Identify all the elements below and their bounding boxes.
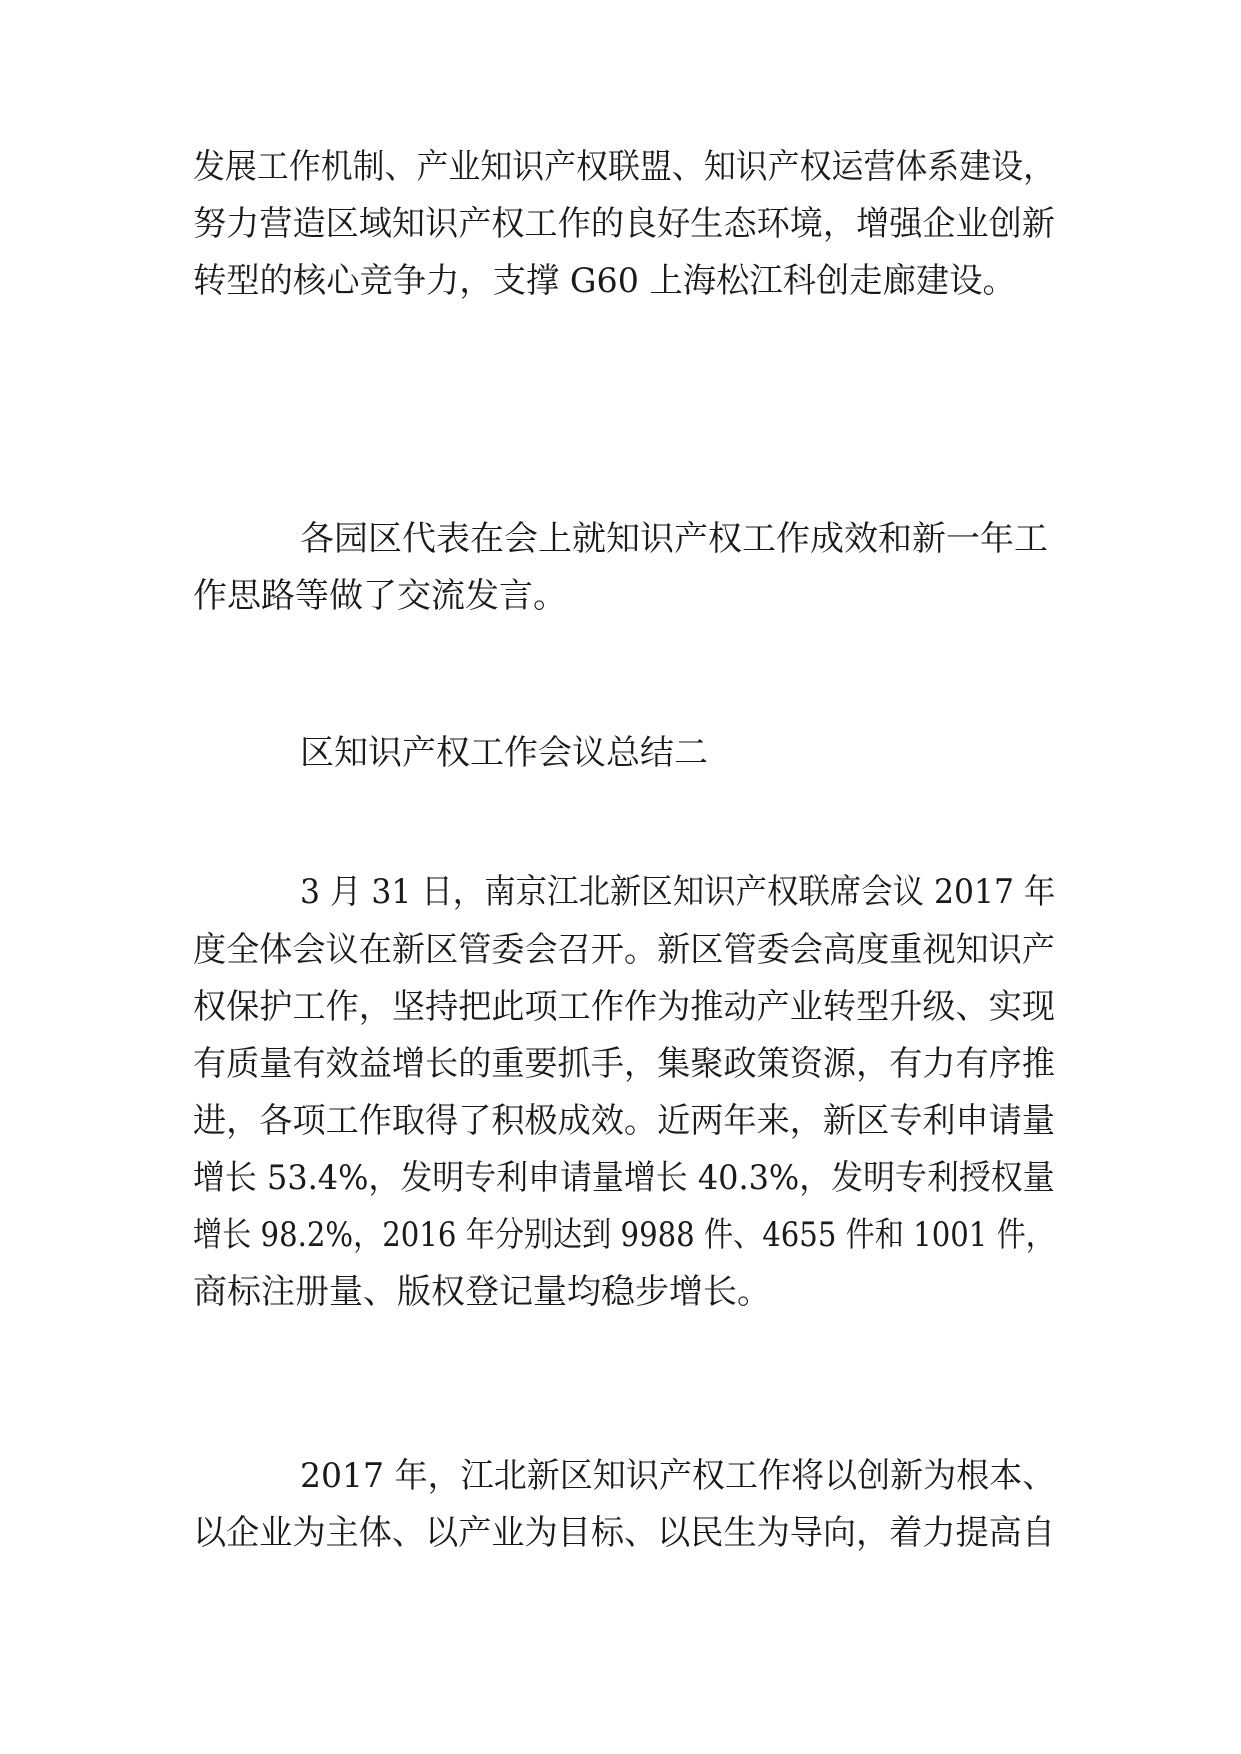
paragraph-1-line-3: 转型的核心竞争力，支撑 G60 上海松江科创走廊建设。 [193, 261, 1016, 301]
paragraph-4-line-2: 以企业为主体、以产业为目标、以民生为导向，着力提高自 [193, 1513, 1055, 1553]
paragraph-1-line-2: 努力营造区域知识产权工作的良好生态环境，增强企业创新 [193, 204, 1055, 244]
paragraph-3-line-7: 增长 98.2%，2016 年分别达到 9988 件、4655 件和 1001 件， [193, 1215, 1055, 1255]
paragraph-4-line-1: 2017 年，江北新区知识产权工作将以创新为根本、 [300, 1456, 1056, 1496]
paragraph-2-line-2: 作思路等做了交流发言。 [193, 576, 567, 616]
paragraph-2-line-1: 各园区代表在会上就知识产权工作成效和新一年工 [300, 519, 1048, 559]
paragraph-3-line-1: 3 月 31 日，南京江北新区知识产权联席会议 2017 年 [300, 872, 1056, 912]
paragraph-3-line-5: 进，各项工作取得了积极成效。近两年来，新区专利申请量 [193, 1101, 1055, 1141]
paragraph-3-line-2: 度全体会议在新区管委会召开。新区管委会高度重视知识产 [193, 930, 1055, 970]
section-heading: 区知识产权工作会议总结二 [300, 733, 708, 773]
paragraph-3-line-8: 商标注册量、版权登记量均稳步增长。 [193, 1272, 771, 1312]
paragraph-3-line-6: 增长 53.4%，发明专利申请量增长 40.3%，发明专利授权量 [193, 1158, 1055, 1198]
paragraph-3-line-3: 权保护工作，坚持把此项工作作为推动产业转型升级、实现 [193, 987, 1055, 1027]
paragraph-1-line-1: 发展工作机制、产业知识产权联盟、知识产权运营体系建设， [193, 147, 1056, 187]
paragraph-3-line-4: 有质量有效益增长的重要抓手，集聚政策资源，有力有序推 [193, 1044, 1055, 1084]
